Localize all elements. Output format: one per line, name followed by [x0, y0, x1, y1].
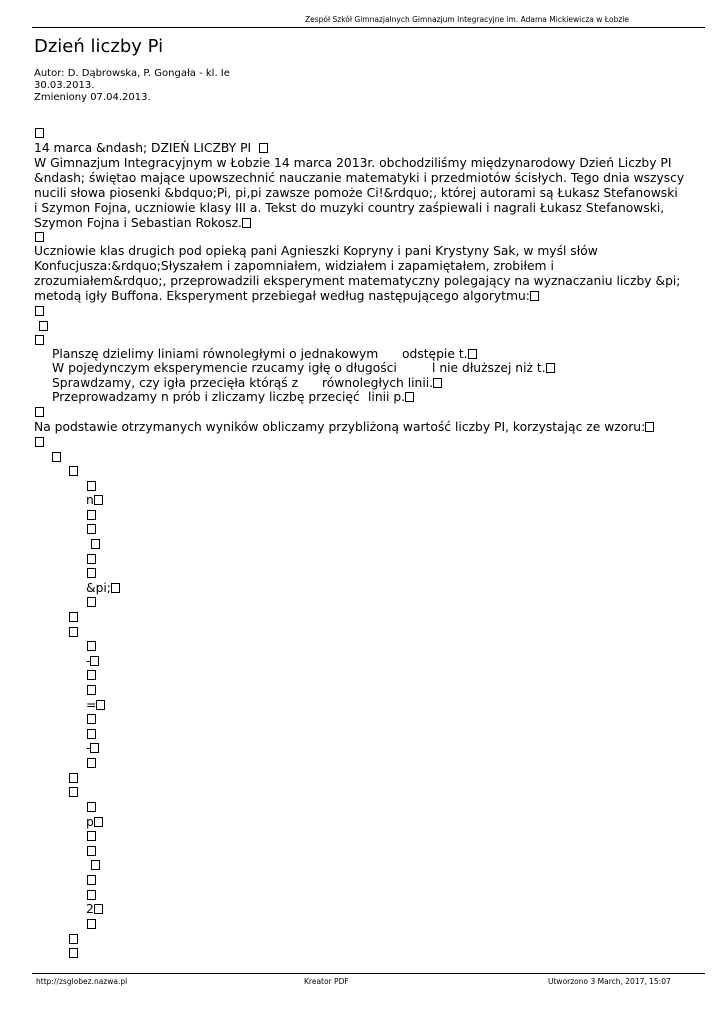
paragraph-line: i Szymon Fojna, uczniowie klasy III a. Tekst do muzyki country zaśpiewali i nagrali Łukasz Stefanowski,: [34, 201, 665, 215]
missing-glyph-icon: [69, 464, 78, 479]
missing-glyph-icon: [96, 700, 105, 710]
page-title: Dzień liczby Pi: [34, 36, 164, 57]
missing-glyph-icon: [91, 537, 100, 552]
paragraph-line: Konfucjusza:&rdquo;Słyszałem i zapomniałem, widziałem i zapamiętałem, zrobiłem i: [34, 259, 554, 273]
missing-glyph-icon: [69, 785, 78, 800]
missing-glyph-icon: [546, 363, 555, 373]
formula-symbol: [86, 815, 103, 830]
missing-glyph-icon: [69, 932, 78, 947]
step-item: [52, 376, 298, 391]
missing-glyph-icon: [90, 656, 99, 666]
missing-glyph-icon: [35, 405, 44, 420]
missing-glyph-icon: [87, 712, 96, 727]
missing-glyph-icon: [87, 727, 96, 742]
paragraph-line: W Gimnazjum Integracyjnym w Łobzie 14 marca 2013r. obchodziliśmy międzynarodowy Dzień Liczby PI: [34, 156, 672, 170]
missing-glyph-icon: [69, 771, 78, 786]
formula-symbol: [86, 654, 99, 669]
missing-glyph-icon: [468, 349, 477, 359]
formula-text: n: [86, 493, 94, 507]
missing-glyph-icon: [35, 435, 44, 450]
formula-symbol: [86, 493, 103, 508]
step-item-tail: [432, 361, 555, 376]
missing-glyph-icon: [52, 450, 61, 465]
date-line: 30.03.2013.: [34, 80, 95, 91]
missing-glyph-icon: [87, 668, 96, 683]
heading-text: 14 marca &ndash; DZIEŃ LICZBY PI: [34, 141, 252, 155]
step-text: Sprawdzamy, czy igła przecięła którąś z: [52, 376, 299, 390]
paragraph-text: Szymon Fojna i Sebastian Rokosz.: [34, 216, 242, 230]
formula-text: &pi;: [86, 581, 111, 595]
paragraph-line: nucili słowa piosenki &bdquo;Pi, pi,pi zawsze pomoże Ci!&rdquo;, której autorami są Łukasz Stefanowski: [34, 186, 678, 200]
formula-symbol: [86, 581, 120, 596]
step-text: Przeprowadzamy n prób i zliczamy liczbę przecięć: [52, 390, 360, 404]
modified-line: Zmieniony 07.04.2013.: [34, 92, 151, 103]
paragraph-line: [34, 289, 539, 304]
paragraph-line: &ndash; świętao mające upowszechnić nauczanie matematyki i przedmiotów ścisłych. Tego dnia wszyscy: [34, 171, 685, 185]
missing-glyph-icon: [69, 625, 78, 640]
missing-glyph-icon: [87, 829, 96, 844]
missing-glyph-icon: [87, 566, 96, 581]
formula-symbol: [86, 741, 99, 756]
missing-glyph-icon: [35, 333, 44, 348]
heading-line: [34, 141, 268, 156]
step-item: [52, 390, 360, 405]
footer-generator: Kreator PDF: [304, 977, 349, 986]
author-line: Autor: D. Dąbrowska, P. Gongała - kl. Ie: [34, 68, 230, 79]
missing-glyph-icon: [91, 858, 100, 873]
missing-glyph-icon: [259, 143, 268, 153]
missing-glyph-icon: [87, 683, 96, 698]
formula-text: -: [86, 741, 91, 755]
formula-symbol: [86, 698, 105, 713]
step-text: W pojedynczym eksperymencie rzucamy igłę o długości: [52, 361, 397, 375]
step-text: odstępie t.: [402, 347, 468, 361]
missing-glyph-icon: [87, 917, 96, 932]
missing-glyph-icon: [87, 595, 96, 610]
formula-text: =: [86, 698, 97, 712]
conclusion-text: Na podstawie otrzymanych wyników obliczamy przybliżoną wartość liczby PI, korzystając ze wzoru:: [34, 420, 646, 434]
step-item: [52, 361, 397, 376]
missing-glyph-icon: [87, 522, 96, 537]
step-text: Planszę dzielimy liniami równoległymi o jednakowym: [52, 347, 379, 361]
formula-text: p: [86, 815, 94, 829]
formula-text: 2: [86, 902, 94, 916]
missing-glyph-icon: [35, 230, 44, 245]
missing-glyph-icon: [87, 873, 96, 888]
missing-glyph-icon: [87, 756, 96, 771]
footer-divider: [32, 973, 705, 974]
step-item-tail: [402, 347, 477, 362]
missing-glyph-icon: [87, 639, 96, 654]
missing-glyph-icon: [94, 495, 103, 505]
footer-created-date: Utworzono 3 March, 2017, 15:07: [548, 977, 671, 986]
missing-glyph-icon: [530, 291, 539, 301]
missing-glyph-icon: [87, 479, 96, 494]
step-item: [52, 347, 378, 362]
missing-glyph-icon: [90, 743, 99, 753]
missing-glyph-icon: [111, 583, 120, 593]
missing-glyph-icon: [35, 304, 44, 319]
missing-glyph-icon: [405, 392, 414, 402]
paragraph-text: metodą igły Buffona. Eksperyment przebiegał według następującego algorytmu:: [34, 289, 530, 303]
missing-glyph-icon: [94, 904, 103, 914]
missing-glyph-icon: [69, 946, 78, 961]
header-school-name: Zespół Szkół Gimnazjalnych Gimnazjum Integracyjne im. Adama Mickiewicza w Łobzie: [305, 15, 629, 24]
conclusion-line: [34, 420, 654, 435]
missing-glyph-icon: [39, 319, 48, 334]
footer-url-link[interactable]: http://zsglobez.nazwa.pl: [36, 977, 128, 986]
missing-glyph-icon: [645, 422, 654, 432]
step-item-tail: [322, 376, 442, 391]
step-item-tail: [368, 390, 414, 405]
formula-symbol: [86, 902, 103, 917]
missing-glyph-icon: [87, 800, 96, 815]
step-text: równoległych linii.: [322, 376, 434, 390]
missing-glyph-icon: [94, 817, 103, 827]
step-text: linii p.: [368, 390, 406, 404]
paragraph-line: [34, 216, 251, 231]
missing-glyph-icon: [87, 888, 96, 903]
missing-glyph-icon: [35, 126, 44, 141]
missing-glyph-icon: [87, 552, 96, 567]
paragraph-line: Uczniowie klas drugich pod opieką pani Agnieszki Kopryny i pani Krystyny Sak, w myśl słów: [34, 244, 598, 258]
paragraph-line: zrozumiałem&rdquo;, przeprowadzili eksperyment matematyczny polegający na wyznaczaniu liczby &pi;: [34, 274, 681, 288]
step-text: l nie dłuższej niż t.: [432, 361, 546, 375]
missing-glyph-icon: [87, 508, 96, 523]
missing-glyph-icon: [69, 610, 78, 625]
missing-glyph-icon: [87, 844, 96, 859]
header-divider: [32, 27, 705, 28]
missing-glyph-icon: [433, 378, 442, 388]
missing-glyph-icon: [242, 218, 251, 228]
formula-text: -: [86, 654, 91, 668]
